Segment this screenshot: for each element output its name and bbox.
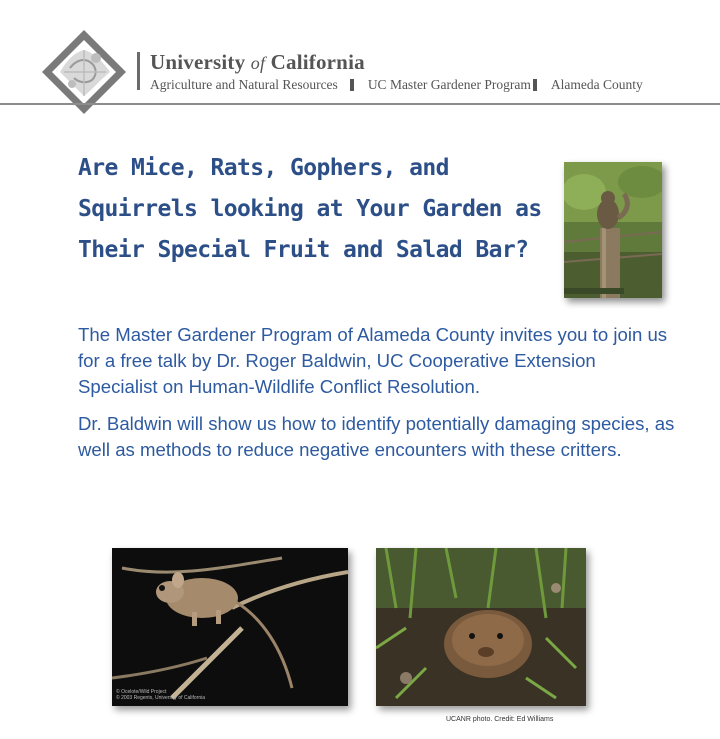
logo-divider [137,52,140,90]
rat-photo-caption [116,689,205,701]
division-name: Agriculture and Natural Resources [150,77,338,92]
squirrel-photo [564,162,662,298]
rat-caption-line: © Ocelote/Wild Project [116,689,167,695]
gopher-photo [376,548,586,706]
header-subline [150,77,643,93]
university-name: University of California [150,50,365,74]
details-paragraph: Dr. Baldwin will show us how to identify potentially damaging species, as well as methods to reduce negative encounters with these critters. [78,413,675,460]
separator [533,79,537,91]
event-description [78,322,678,463]
separator [350,79,354,91]
rat-caption-line: © 2003 Regents, University of California [116,695,206,701]
rat-photo [112,548,348,706]
page-title: Are Mice, Rats, Gophers, and Squirrels looking at Your Garden as Their Special Fruit and Salad Bar? [78,155,542,263]
photo-credit: UCANR photo. Credit: Ed Williams [446,716,554,723]
county-name: Alameda County [550,77,643,92]
program-name: UC Master Gardener Program [367,77,531,92]
header-rule [0,103,720,105]
intro-paragraph: The Master Gardener Program of Alameda County invites you to join us for a free talk by Dr. Roger Baldwin, UC Cooperative Extension Specialist on Human-Wildlife Conflict Resolution. [78,324,668,397]
